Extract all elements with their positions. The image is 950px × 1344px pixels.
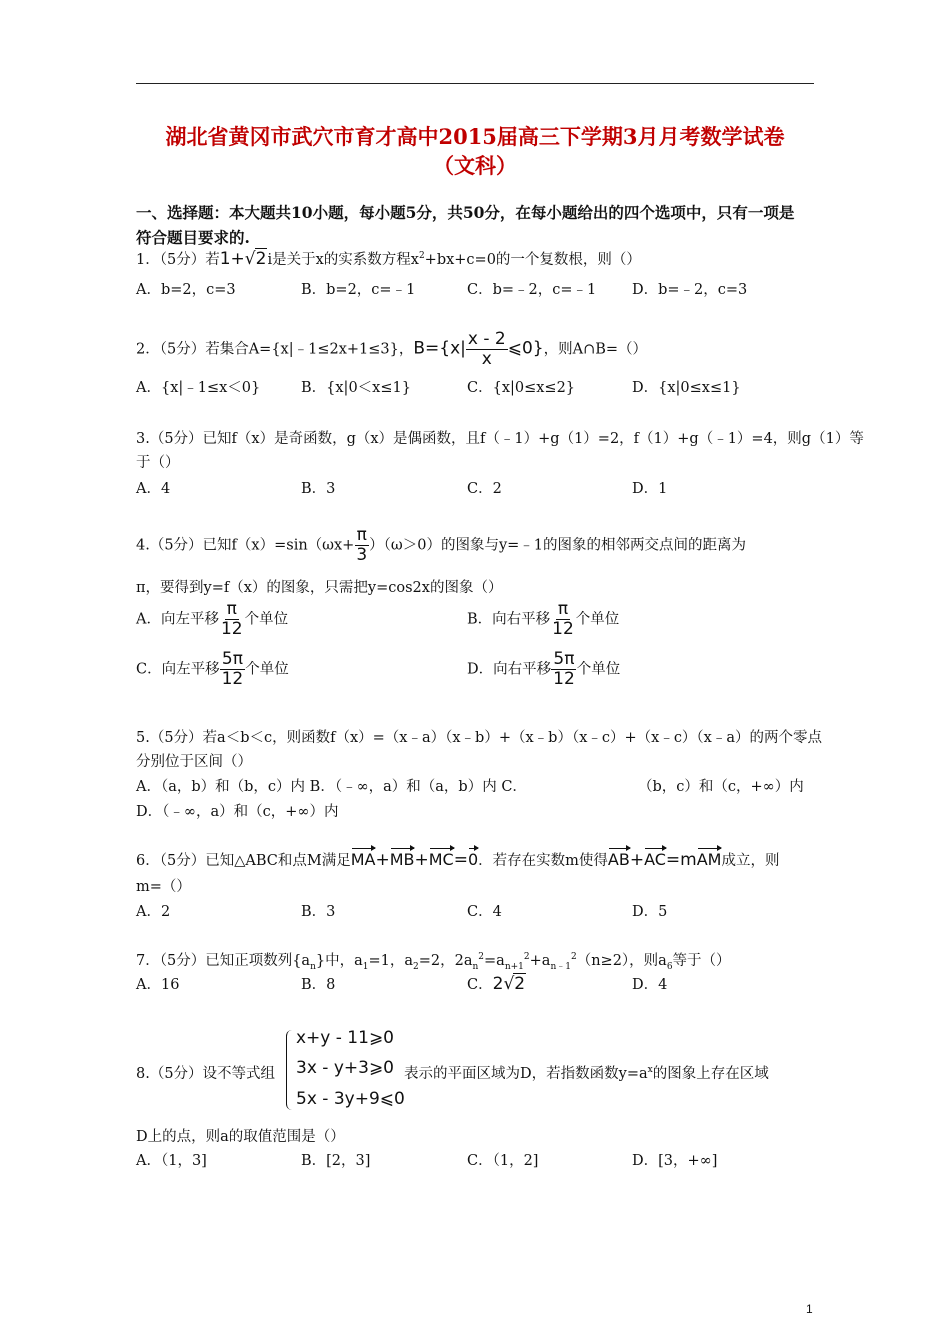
question-1-stem: 1．（5分）若1+√2i是关于x的实系数方程$x^2+bx+c=0$的一个复数根，则（） xyxy=(136,249,641,269)
question-4-fraction: $\frac{\pi}{3}$ xyxy=(356,525,368,565)
paper-title-line2: （文科） xyxy=(433,153,517,178)
question-2-option-c: C．{x|0≤x≤2} xyxy=(467,380,576,396)
question-5-stem-line2: 分别位于区间（） xyxy=(136,754,252,770)
question-8-option-b: B．[2，3] xyxy=(301,1153,371,1169)
question-4-option-a: A．向左平移 $\frac{\pi}{12}$ 个单位 xyxy=(136,599,289,639)
question-4-option-b: B．向右平移 $\frac{\pi}{12}$ 个单位 xyxy=(467,599,620,639)
question-5-options-abc: A．（a，b）和（b，c）内 B．（﹣∞，a）和（a，b）内 C． xyxy=(136,779,527,795)
question-3-option-c: C．2 xyxy=(467,481,502,497)
question-8-stem-line2: D上的点，则a的取值范围是（） xyxy=(136,1129,345,1145)
question-3-option-b: B．3 xyxy=(301,481,336,497)
question-6-option-d: D．5 xyxy=(632,904,668,920)
section-heading-line2: 符合题目要求的. xyxy=(136,228,250,247)
question-8-stem-post: 表示的平面区域为D，若指数函数$y=a^x$的图象上存在区域 xyxy=(404,1065,769,1082)
inequality-2: 3x - y+3⩾0 xyxy=(296,1058,394,1078)
question-7-stem: 7．（5分）已知正项数列$\{a_n\}$中，$a_1=1$，$a_2=2$，$2a_n^2=a_{n+1}^2+a_{n﹣1}^2(n\ge 2)$，则$a_6$等于（） xyxy=(136,952,731,972)
inequality-3: 5x - 3y+9⩽0 xyxy=(296,1089,405,1109)
question-3-option-d: D．1 xyxy=(632,481,668,497)
page-number: 1 xyxy=(806,1302,813,1316)
question-1-option-b: B．b=2，c=﹣1 xyxy=(301,282,416,298)
question-8-option-c: C．（1，2] xyxy=(467,1153,539,1169)
inequality-system-brace xyxy=(286,1030,295,1110)
question-4-option-d: D．向右平移 $\frac{5\pi}{12}$ 个单位 xyxy=(467,649,621,689)
question-2-stem: 2．（5分）若集合A={x|﹣1≤2x+1≤3}，B={x| $\frac{x - 2}{x}$ ⩽0}，则A∩B=（） xyxy=(136,329,648,369)
question-3-stem-line2: 于（） xyxy=(136,455,180,471)
question-3-stem-line1: 3.（5分）已知f（x）是奇函数，g（x）是偶函数，且f（﹣1）+g（1）=2，f（1）+g（﹣1）=4，则g（1）等 xyxy=(136,431,864,447)
question-4-option-c: C．向左平移 $\frac{5\pi}{12}$ 个单位 xyxy=(136,649,289,689)
question-2-fraction: $\frac{x - 2}{x}$ xyxy=(467,329,506,369)
question-7-option-c: C．2√2 xyxy=(467,974,526,994)
question-6-option-c: C．4 xyxy=(467,904,502,920)
question-1-option-c: C．b=﹣2，c=﹣1 xyxy=(467,282,597,298)
question-8-stem-pre: 8.（5分）设不等式组 xyxy=(136,1066,276,1082)
question-2-option-a: A．{x|﹣1≤x＜0} xyxy=(136,380,261,396)
question-5-option-d: D．（﹣∞，a）和（c，+∞）内 xyxy=(136,804,339,820)
question-6-option-b: B．3 xyxy=(301,904,336,920)
inequality-1: x+y - 11⩾0 xyxy=(296,1028,394,1048)
question-8-option-d: D．[3，+∞] xyxy=(632,1153,718,1169)
question-5-option-c: （b，c）和（c，+∞）内 xyxy=(638,779,804,795)
question-2-option-d: D．{x|0≤x≤1} xyxy=(632,380,741,396)
question-7-option-a: A．16 xyxy=(136,977,180,993)
question-1-option-d: D．b=﹣2，c=3 xyxy=(632,282,748,298)
question-6-stem-line2: m=（） xyxy=(136,879,191,895)
question-5-stem-line1: 5.（5分）若a＜b＜c，则函数f（x）=（x﹣a）（x﹣b）+（x﹣b）（x﹣c）+（x﹣c）（x﹣a）的两个零点 xyxy=(136,730,823,746)
question-3-option-a: A．4 xyxy=(136,481,171,497)
question-8-option-a: A．（1，3] xyxy=(136,1153,207,1169)
question-1-option-a: A．b=2，c=3 xyxy=(136,282,236,298)
question-6-option-a: A．2 xyxy=(136,904,171,920)
question-7-option-b: B．8 xyxy=(301,977,336,993)
question-6-stem-line1: 6．（5分）已知△ABC和点M满足MA+MB+MC=0．若存在实数m使得AB+AC=mAM成立，则 xyxy=(136,850,780,870)
question-4-stem-line1: 4.（5分）已知f（x）=sin（ωx+ $\frac{\pi}{3}$ ）（ω＞0）的图象与y=﹣1的图象的相邻两交点间的距离为 xyxy=(136,525,747,565)
question-2-option-b: B．{x|0＜x≤1} xyxy=(301,380,411,396)
section-heading-line1: 一、选择题：本大题共10小题，每小题5分，共50分，在每小题给出的四个选项中，只有一项是 xyxy=(136,203,795,222)
question-4-stem-line2: π，要得到y=f（x）的图象，只需把y=cos2x的图象（） xyxy=(136,580,503,596)
question-7-option-d: D．4 xyxy=(632,977,668,993)
paper-title-line1: 湖北省黄冈市武穴市育才高中2015届高三下学期3月月考数学试卷 xyxy=(165,124,785,149)
header-rule xyxy=(136,83,814,84)
